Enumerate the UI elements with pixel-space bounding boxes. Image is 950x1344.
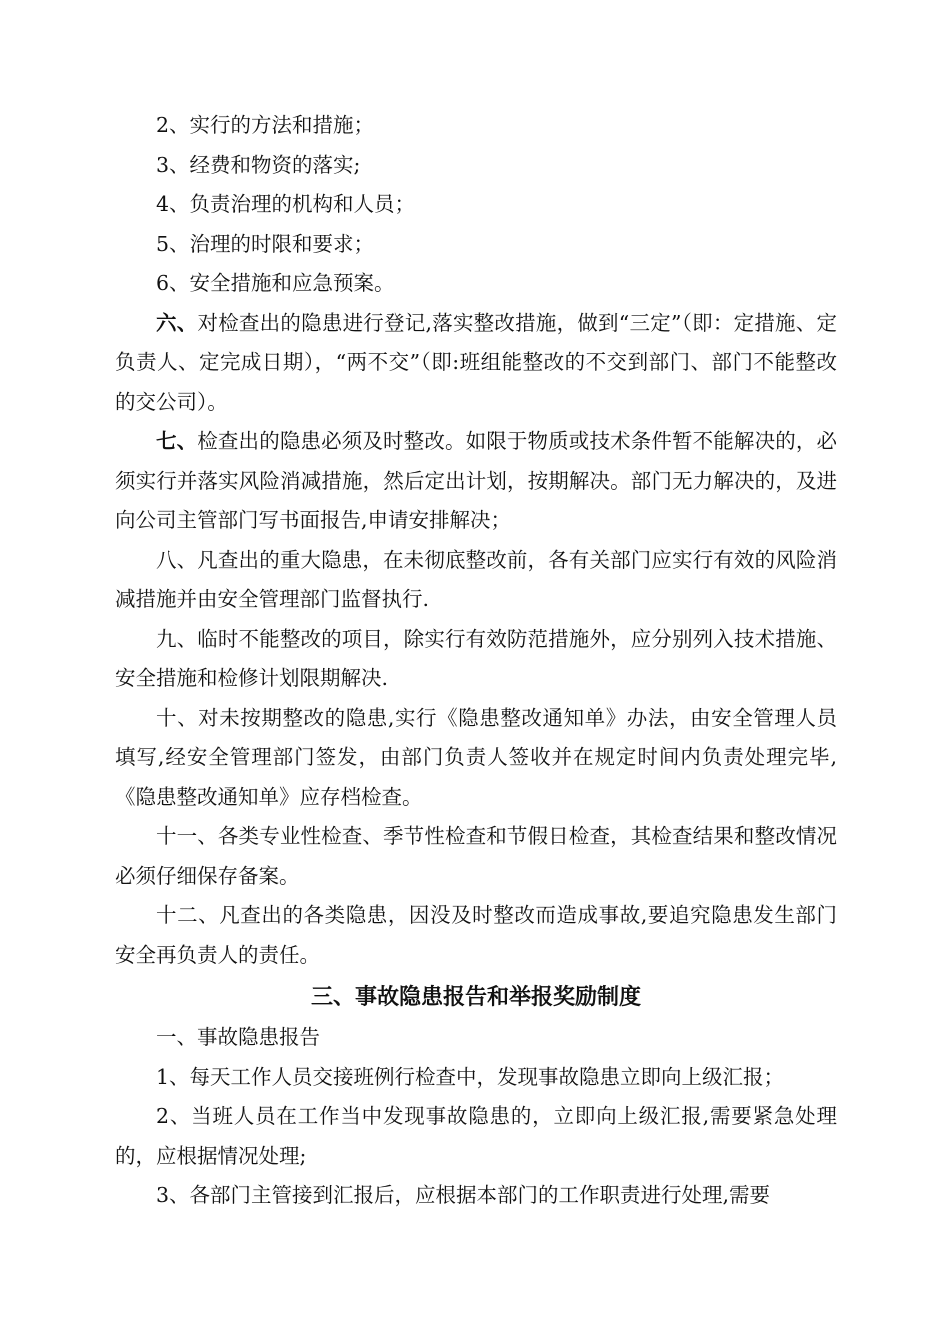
paragraph-eleven: 十一、各类专业性检查、季节性检查和节假日检查，其检查结果和整改情况必须仔细保存备案。	[115, 824, 837, 888]
paragraph-twelve: 十二、凡查出的各类隐患，因没及时整改而造成事故,要追究隐患发生部门安全再负责人的责任。	[115, 903, 837, 967]
list-item: 3、各部门主管接到汇报后，应根据本部门的工作职责进行处理,需要	[156, 1183, 771, 1207]
list-item: 6、安全措施和应急预案。	[156, 271, 395, 295]
paragraph-lead: 六、	[156, 310, 198, 335]
list-item: 2、当班人员在工作当中发现事故隐患的，立即向上级汇报,需要紧急处理的，应根据情况处理;	[115, 1104, 837, 1168]
subsection-heading: 一、事故隐患报告	[156, 1025, 320, 1049]
list-item: 2、实行的方法和措施；	[156, 113, 375, 137]
paragraph-ten: 十、对未按期整改的隐患,实行《隐患整改通知单》办法，由安全管理人员填写,经安全管理部门签发，由部门负责人签收并在规定时间内负责处理完毕,《隐患整改通知单》应存档检查。	[115, 705, 837, 809]
paragraph-text: 对检查出的隐患进行登记,落实整改措施，做到“三定”（即：定措施、定负责人、定完成日期），“两不交”（即:班组能整改的不交到部门、部门不能整改的交公司）。	[115, 310, 838, 414]
list-item: 3、经费和物资的落实;	[156, 152, 361, 177]
paragraph-nine: 九、临时不能整改的项目，除实行有效防范措施外，应分别列入技术措施、安全措施和检修计划限期解决.	[115, 626, 837, 690]
list-item: 5、治理的时限和要求；	[156, 231, 375, 256]
paragraph-six	[115, 304, 837, 423]
paragraph-eight: 八、凡查出的重大隐患，在未彻底整改前，各有关部门应实行有效的风险消减措施并由安全管理部门监督执行.	[115, 547, 837, 611]
section-heading: 三、事故隐患报告和举报奖励制度	[310, 984, 641, 1010]
paragraph-text: 检查出的隐患必须及时整改。如限于物质或技术条件暂不能解决的，必须实行并落实风险消减措施，然后定出计划，按期解决。部门无力解决的，及进向公司主管部门写书面报告,申请安排解决；	[115, 429, 837, 532]
list-item: 1、每天工作人员交接班例行检查中，发现事故隐患立即向上级汇报；	[156, 1064, 785, 1089]
paragraph-lead: 七、	[156, 429, 198, 453]
paragraph-seven	[115, 422, 837, 541]
document-page	[115, 106, 837, 1216]
list-item: 4、负责治理的机构和人员；	[156, 192, 416, 216]
